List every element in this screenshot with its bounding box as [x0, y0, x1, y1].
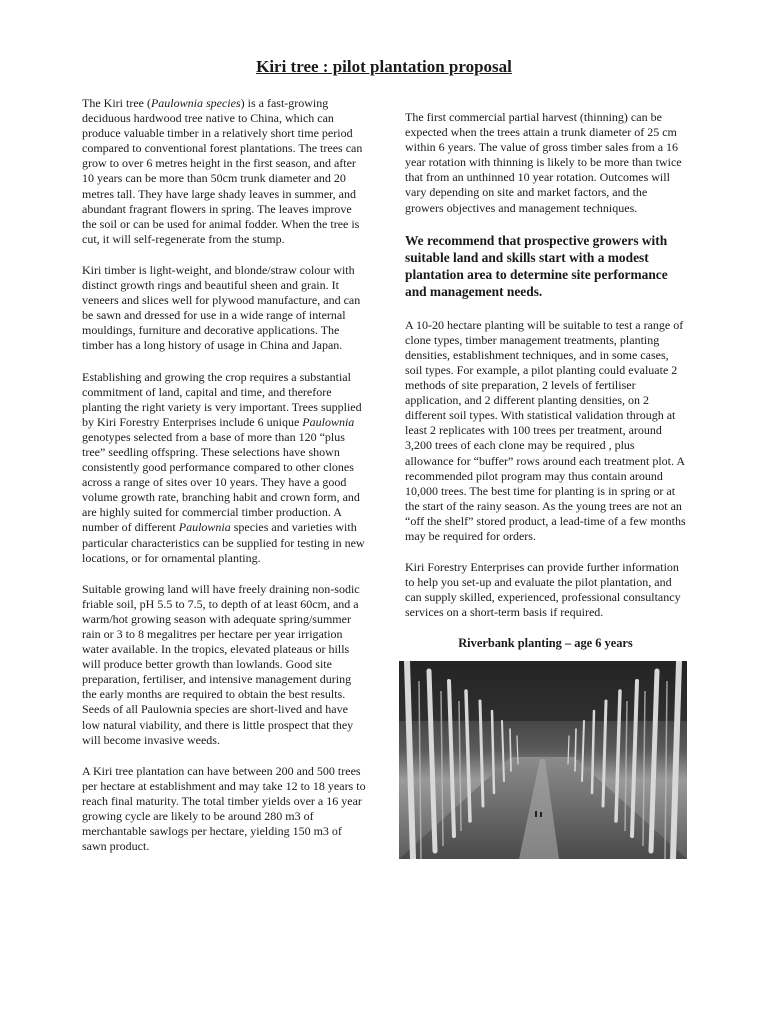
genus-name-1: Paulownia	[302, 414, 355, 429]
recommendation-heading: We recommend that prospective growers with suitable land and skills start with a modest plantation area to determine site performance and management needs.	[405, 232, 668, 299]
harvest-paragraph: The first commercial partial harvest (thinning) can be expected when the trees attain a trunk diameter of 25 cm within 6 years. The value of gross timber sales from a 16 year rotation with thinning is likely to be more than twice that from an unthinned 10 year rotation. Outcomes will vary depending on site and market factors, and the growers objectives and management techniques.	[405, 110, 682, 215]
plantation-photo	[399, 661, 687, 859]
timber-paragraph: Kiri timber is light-weight, and blonde/straw colour with distinct growth rings and beautiful sheen and grain. It veneers and slices well for plywood manufacture, and can be sawn and dressed for use in a wide range of internal mouldings, furniture and decorative applications. The timber has a long history of usage in China and Japan.	[82, 262, 361, 353]
establishing-paragraph	[82, 370, 368, 566]
establishing-text-c: species and varieties with particular characteristics can be supplied for testing in new locations, or for ornamental planting.	[82, 520, 365, 565]
growing-land-paragraph: Suitable growing land will have freely draining non-sodic friable soil, pH 5.5 to 7.5, to depth of at least 60cm, and a warm/hot growing season with adequate spring/summer rain or 3 to 8 megalitres per hectare per year irrigation water available. In the tropics, elevated plateaus or hills will produce better growth than lowlands. Good site preparation, fertiliser, and intensive management during the early months are required to obtain the best results. Seeds of all Paulownia species are short-lived and have low natural viability, and there is little prospect that they will become invasive weeds.	[82, 581, 360, 747]
document-title: Kiri tree : pilot plantation proposal	[256, 57, 512, 76]
intro-text-a: The Kiri tree (	[82, 96, 151, 110]
left-column	[82, 96, 368, 870]
establishing-text-b: genotypes selected from a base of more than 120 “plus tree” seedling offspring. These selections have shown consistently good performance compared to other clones across a range of sites over 10 years. They have a good volume growth rate, branching habit and crown form, and are highly suited for commercial timber production. A number of different	[82, 429, 360, 535]
services-paragraph: Kiri Forestry Enterprises can provide further information to help you set-up and evaluate the pilot plantation, and can supply skilled, experienced, professional consultancy services on a short-term basis if required.	[405, 560, 681, 620]
right-column	[405, 110, 686, 859]
pilot-planting-paragraph: A 10-20 hectare planting will be suitable to test a range of clone types, timber management treatments, planting densities, establishment techniques, and in some cases, soil types. For example, a pilot planting could evaluate 2 methods of site preparation, 2 levels of fertiliser application, and 2 different planting densities, on 2 different soil types. With statistical validation through at least 2 replicates with 100 trees per treatment, around 3,200 trees of each clone may be required , plus allowance for “buffer” rows around each treatment plot. A recommended pilot program may thus contain around 10,000 trees. The best time for planting is in spring or at the start of the rainy season. As the young trees are not an “off the shelf” stored product, a lead-time of a few months may be required for orders.	[405, 317, 686, 543]
photo-caption: Riverbank planting – age 6 years	[458, 636, 633, 651]
establishing-text-a: Establishing and growing the crop requires a substantial commitment of land, capital and time, and therefore planting the right variety is very important. Trees supplied by Kiri Forestry Enterprises include 6 unique	[82, 369, 362, 429]
intro-paragraph	[82, 96, 368, 247]
yield-paragraph: A Kiri tree plantation can have between 200 and 500 trees per hectare at establishment and may take 12 to 18 years to reach final maturity. The total timber yields over a 16 year growing cycle are likely to be around 280 m3 of merchantable sawlogs per hectare, yielding 150 m3 of sawn product.	[82, 763, 366, 854]
species-name: Paulownia species	[150, 96, 241, 110]
genus-name-2: Paulownia	[178, 520, 231, 535]
intro-text-b: ) is a fast-growing deciduous hardwood tree native to China, which can produce valuable timber in a relatively short time period compared to conventional forest plantations. The trees can grow to over 6 metres height in the first season, and after 10 years can be more than 50cm trunk diameter and 20 metres tall. They have large shady leaves in summer, and abundant fragrant flowers in spring. The leaves improve the soil or can be used for animal fodder. When the tree is cut, it will self-regenerate from the stump.	[82, 96, 363, 246]
